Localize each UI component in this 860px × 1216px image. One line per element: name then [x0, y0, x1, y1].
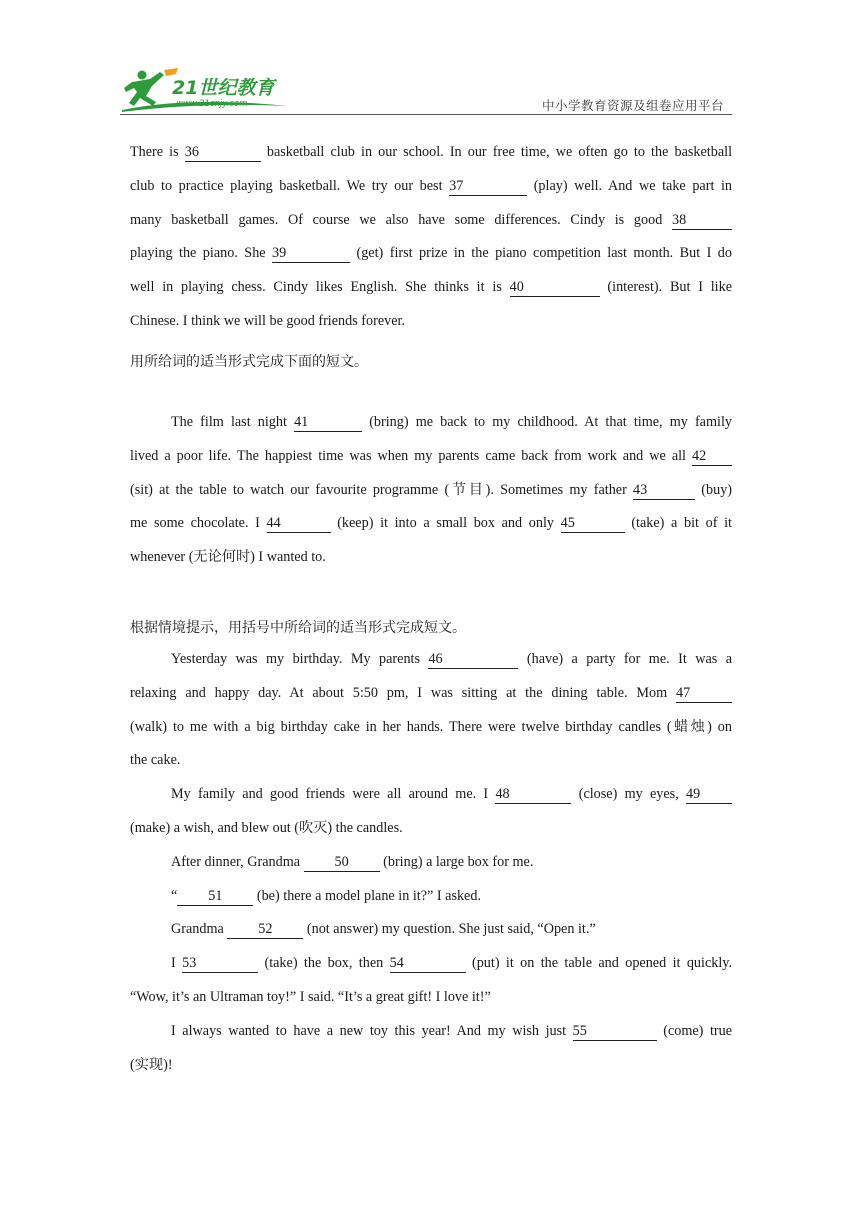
passage-line: me some chocolate. I 44 (keep) it into a small box and only 45 (take) a bit of it [130, 515, 732, 532]
answer-blank-52[interactable]: 52 [227, 921, 303, 939]
passage-line: club to practice playing basketball. We try our best 37 (play) well. And we take part in [130, 177, 733, 194]
passage-line: Yesterday was my birthday. My parents 46 (have) a party for me. It was a [171, 651, 732, 667]
answer-blank-41[interactable]: 41 [294, 414, 362, 432]
page-header [120, 66, 732, 114]
passage-line: There is 36 basketball club in our school. In our free time, we often go to the basketball [130, 144, 733, 160]
passage-line: (sit) at the table to watch our favourite programme (节目). Sometimes my father 43 (buy) [130, 481, 733, 498]
answer-blank-45[interactable]: 45 [561, 515, 625, 533]
passage-line: playing the piano. She 39 (get) first prize in the piano competition last month. But I do [130, 245, 732, 262]
section-3-heading: 根据情境提示，用括号中所给词的适当形式完成短文。 [130, 620, 466, 636]
answer-blank-38[interactable]: 38 [672, 212, 732, 230]
passage-line: After dinner, Grandma 50 (bring) a large box for me. [171, 853, 534, 870]
passage-line: well in playing chess. Cindy likes English. She thinks it is 40 (interest). But I like [130, 279, 733, 296]
answer-blank-49[interactable]: 49 [686, 786, 732, 804]
header-divider [120, 114, 732, 115]
answer-blank-40[interactable]: 40 [510, 279, 600, 297]
passage-line: relaxing and happy day. At about 5:50 pm, I was sitting at the dining table. Mom 47 [130, 677, 732, 711]
answer-blank-48[interactable]: 48 [495, 786, 571, 804]
passage-line: lived a poor life. The happiest time was when my parents came back from work and we all 42 [130, 440, 732, 474]
answer-blank-51[interactable]: 51 [177, 888, 253, 906]
passage-line: many basketball games. Of course we also have some differences. Cindy is good 38 [130, 204, 732, 238]
passage-line: (walk) to me with a big birthday cake in her hands. There were twelve birthday candles (蜡烛) on [130, 718, 732, 735]
answer-blank-50[interactable]: 50 [304, 854, 380, 872]
answer-blank-42[interactable]: 42 [692, 448, 732, 466]
passage-line: I 53 (take) the box, then 54 (put) it on the table and opened it quickly. [171, 955, 732, 972]
passage-line: I always wanted to have a new toy this year! And my wish just 55 (come) true [171, 1022, 733, 1039]
passage-line: the cake. [130, 752, 181, 769]
answer-blank-53[interactable]: 53 [182, 955, 258, 973]
answer-blank-37[interactable]: 37 [449, 178, 527, 196]
passage-2 [130, 406, 732, 575]
passage-line: Grandma 52 (not answer) my question. She just said, “Open it.” [171, 921, 596, 938]
passage-1 [130, 136, 732, 339]
passage-line: whenever (无论何时) I wanted to. [130, 549, 326, 566]
passage-line: (make) a wish, and blew out (吹灭) the candles. [130, 819, 403, 836]
passage-line: (实现)! [130, 1056, 173, 1073]
passage-line: “ 51 (be) there a model plane in it?” I asked. [171, 887, 481, 904]
section-2-heading: 用所给词的适当形式完成下面的短文。 [130, 354, 368, 370]
passage-line: The film last night 41 (bring) me back to my childhood. At that time, my family [171, 414, 732, 430]
answer-blank-39[interactable]: 39 [272, 245, 350, 263]
answer-blank-46[interactable]: 46 [428, 651, 518, 669]
passage-line: My family and good friends were all around me. I 48 (close) my eyes, 49 [130, 778, 732, 812]
answer-blank-55[interactable]: 55 [573, 1023, 657, 1041]
answer-blank-43[interactable]: 43 [633, 482, 695, 500]
passage-3 [130, 643, 732, 1082]
platform-title: 中小学教育资源及组卷应用平台 [541, 98, 724, 113]
answer-blank-36[interactable]: 36 [185, 144, 261, 162]
answer-blank-44[interactable]: 44 [267, 515, 331, 533]
logo-text: 21世纪教育 [172, 77, 275, 99]
answer-blank-47[interactable]: 47 [676, 685, 732, 703]
answer-blank-54[interactable]: 54 [390, 955, 466, 973]
logo-url: www.21cnjy.com [176, 99, 248, 109]
passage-line: Chinese. I think we will be good friends forever. [130, 312, 406, 329]
passage-line: “Wow, it’s an Ultraman toy!” I said. “It’s a great gift! I love it!” [130, 988, 491, 1005]
21cnjy-logo [120, 66, 295, 114]
